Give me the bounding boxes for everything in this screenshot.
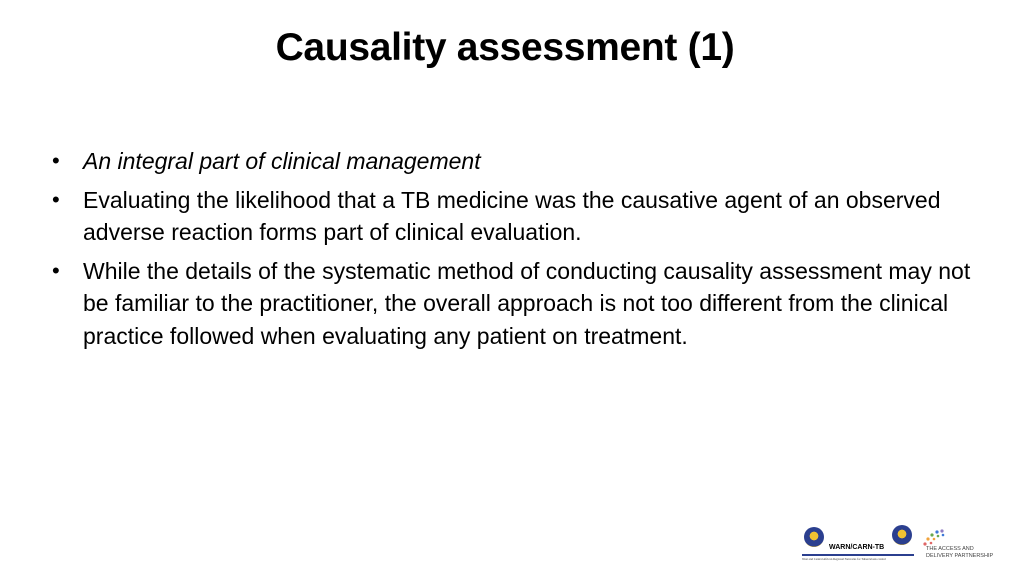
bullet-dot-icon: • [52, 257, 60, 283]
bullet-text: Evaluating the likelihood that a TB medicine was the causative agent of an observed adverse reaction forms part of clinical evaluation. [83, 186, 941, 245]
warn-logo-subtext: West and Central African Regional Networks for Tuberculosis control [802, 557, 886, 561]
emblem-icon [804, 527, 824, 547]
slide-title: Causality assessment (1) [275, 26, 735, 69]
logo-divider [802, 554, 914, 556]
bullet-item [52, 184, 987, 249]
bullet-item [52, 255, 987, 353]
bullet-list [52, 145, 987, 358]
bullet-dot-icon: • [52, 148, 60, 173]
warn-carn-tb-logo [796, 524, 914, 564]
adp-logo [920, 522, 1018, 566]
bullet-item [52, 145, 987, 178]
warn-logo-label: WARN/CARN-TB [829, 544, 885, 551]
adp-logo-line2: DELIVERY PARTNERSHIP [926, 552, 994, 559]
emblem-icon [892, 525, 912, 545]
bullet-text: While the details of the systematic method of conducting causality assessment may not be familiar to the practitioner, the overall approach is not too different from the clinical practice followed when evaluating any patient on treatment. [83, 257, 971, 349]
footer-logos [790, 518, 1020, 570]
bullet-dot-icon: • [52, 186, 60, 212]
bullet-text: An integral part of clinical management [83, 148, 481, 174]
adp-logo-line1: THE ACCESS AND [926, 546, 974, 552]
adp-logo-text [926, 546, 993, 559]
